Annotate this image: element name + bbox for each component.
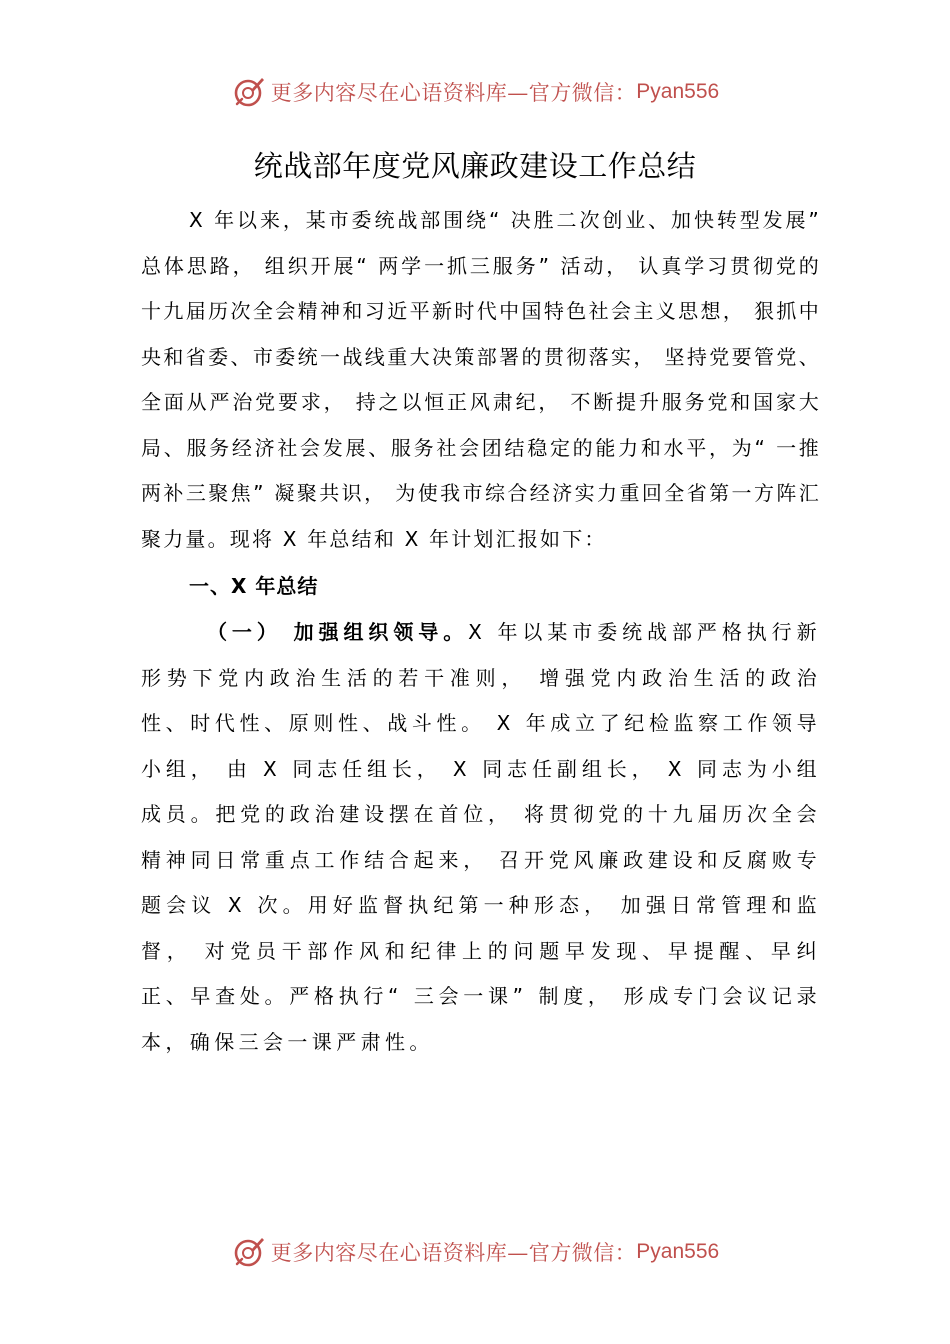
watermark-header (0, 72, 950, 112)
item-paragraph-organization (141, 610, 821, 1065)
document-body (141, 198, 821, 1065)
watermark-wechat-id: Pyan556 (636, 1240, 720, 1263)
pen-seal-logo-icon (231, 74, 267, 110)
watermark-text: 更多内容尽在心语资料库—官方微信： (270, 81, 637, 105)
item-lead-in: （一） 加强组织领导。 (207, 620, 469, 644)
pen-seal-logo-icon (231, 1234, 267, 1270)
watermark-footer (0, 1232, 950, 1272)
document-title: 统战部年度党风廉政建设工作总结 (253, 149, 697, 183)
item-body-text: X 年以某市委统战部严格执行新形势下党内政治生活的若干准则， 增强党内政治生活的政治性、时代性、原则性、战斗性。 X 年成立了纪检监察工作领导小组， 由 X 同志任组长， X 同志任副组长， X 同志为小组成员。把党的政治建设摆在首位， 将贯彻党的十九届历次全会精神同日常重点工作结合起来， 召开党风廉政建设和反腐败专题会议 X 次。用好监督执纪第一种形态， 加强日常管理和监督， 对党员干部作风和纪律上的问题早发现、早提醒、早纠正、早查处。严格执行“ 三会一课” 制度， 形成专门会议记录本，确保三会一课严肃性。 (141, 620, 821, 1054)
watermark-text: 更多内容尽在心语资料库—官方微信： (270, 1241, 637, 1265)
intro-paragraph: X 年以来，某市委统战部围绕“ 决胜二次创业、加快转型发展” 总体思路， 组织开展“ 两学一抓三服务” 活动， 认真学习贯彻党的十九届历次全会精神和习近平新时代中国特色社会主义思想， 狠抓中央和省委、市委统一战线重大决策部署的贯彻落实， 坚持党要管党、全面从严治党要求， 持之以恒正风肃纪， 不断提升服务党和国家大局、服务经济社会发展、服务社会团结稳定的能力和水平，为“ 一推两补三聚焦” 凝聚共识， 为使我市综合经济实力重回全省第一方阵汇聚力量。现将 X 年总结和 X 年计划汇报如下： (141, 208, 821, 551)
section-heading-summary: 一、X 年总结 (189, 574, 319, 598)
watermark-wechat-id: Pyan556 (636, 80, 720, 103)
